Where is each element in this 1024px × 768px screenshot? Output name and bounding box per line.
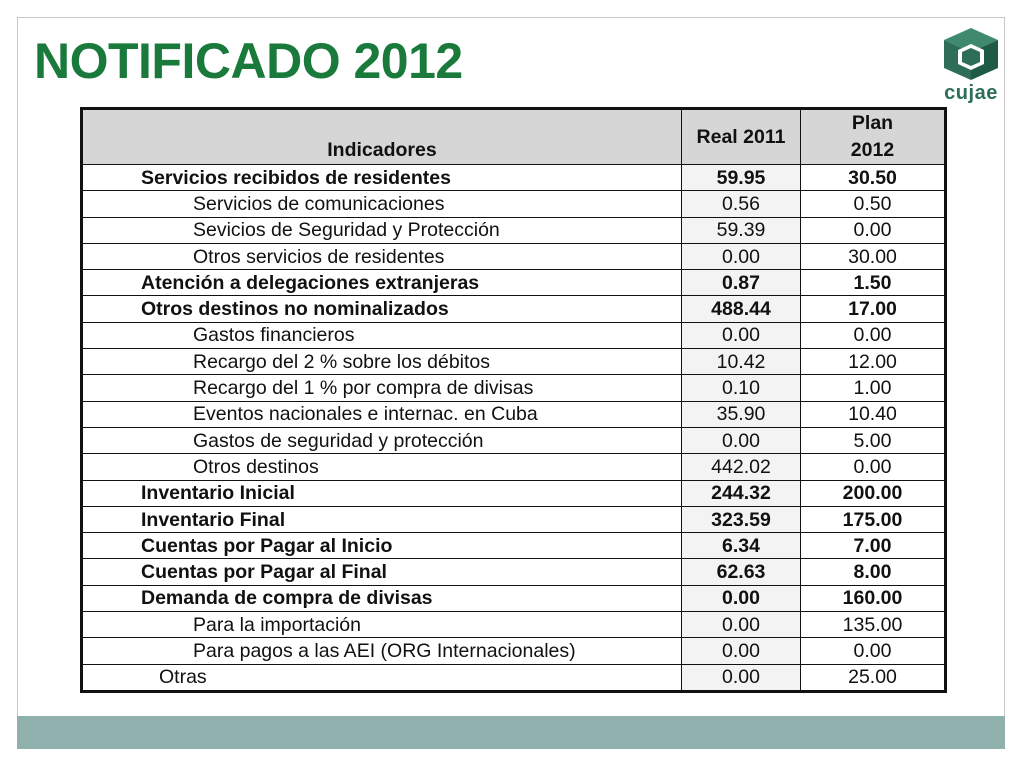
table-row: [82, 506, 946, 532]
row-real-2011: 0.00: [682, 585, 801, 611]
row-real-2011: 0.87: [682, 270, 801, 296]
header-plan-2012: [801, 109, 946, 165]
row-label: Sevicios de Seguridad y Protección: [82, 217, 682, 243]
table-row: [82, 191, 946, 217]
table-row: [82, 533, 946, 559]
header-indicadores: Indicadores: [82, 109, 682, 165]
row-real-2011: 59.39: [682, 217, 801, 243]
table-row: [82, 243, 946, 269]
table-row: [82, 612, 946, 638]
header-plan-line1: Plan: [851, 112, 894, 134]
row-label: Atención a delegaciones extranjeras: [82, 270, 682, 296]
indicators-table-wrap: [80, 107, 944, 693]
row-plan-2012: 8.00: [801, 559, 946, 585]
logo-text: cujae: [944, 82, 998, 104]
table-row: [82, 322, 946, 348]
row-plan-2012: 17.00: [801, 296, 946, 322]
row-label: Otros servicios de residentes: [82, 243, 682, 269]
table-row: [82, 349, 946, 375]
row-real-2011: 244.32: [682, 480, 801, 506]
table-row: [82, 401, 946, 427]
row-plan-2012: 135.00: [801, 612, 946, 638]
table-row: [82, 585, 946, 611]
table-row: [82, 427, 946, 453]
row-real-2011: 0.00: [682, 612, 801, 638]
table-row: [82, 454, 946, 480]
header-plan-line2: 2012: [850, 139, 895, 161]
row-label: Otros destinos no nominalizados: [82, 296, 682, 322]
row-plan-2012: 25.00: [801, 664, 946, 691]
table-row: [82, 296, 946, 322]
row-label: Recargo del 1 % por compra de divisas: [82, 375, 682, 401]
row-label: Cuentas por Pagar al Final: [82, 559, 682, 585]
row-real-2011: 0.00: [682, 638, 801, 664]
row-real-2011: 59.95: [682, 165, 801, 191]
row-plan-2012: 1.00: [801, 375, 946, 401]
row-plan-2012: 1.50: [801, 270, 946, 296]
slide-title: NOTIFICADO 2012: [34, 33, 463, 89]
row-label: Gastos financieros: [82, 322, 682, 348]
table-row: [82, 559, 946, 585]
row-real-2011: 0.00: [682, 664, 801, 691]
cube-logo-icon: [938, 26, 1004, 82]
bottom-band: [17, 716, 1005, 749]
row-real-2011: 323.59: [682, 506, 801, 532]
row-label: Servicios de comunicaciones: [82, 191, 682, 217]
row-label: Otros destinos: [82, 454, 682, 480]
row-real-2011: 35.90: [682, 401, 801, 427]
row-label: Para la importación: [82, 612, 682, 638]
header-real-2011: Real 2011: [682, 109, 801, 165]
indicators-table: [80, 107, 947, 693]
row-plan-2012: 175.00: [801, 506, 946, 532]
row-label: Cuentas por Pagar al Inicio: [82, 533, 682, 559]
table-row: [82, 217, 946, 243]
row-label: Gastos de seguridad y protección: [82, 427, 682, 453]
row-real-2011: 0.00: [682, 243, 801, 269]
row-plan-2012: 160.00: [801, 585, 946, 611]
table-row: [82, 664, 946, 691]
row-label: Demanda de compra de divisas: [82, 585, 682, 611]
row-plan-2012: 12.00: [801, 349, 946, 375]
row-real-2011: 0.00: [682, 322, 801, 348]
table-row: [82, 165, 946, 191]
row-real-2011: 10.42: [682, 349, 801, 375]
row-label: Eventos nacionales e internac. en Cuba: [82, 401, 682, 427]
row-plan-2012: 0.00: [801, 217, 946, 243]
row-label: Recargo del 2 % sobre los débitos: [82, 349, 682, 375]
row-real-2011: 0.10: [682, 375, 801, 401]
row-label: Inventario Inicial: [82, 480, 682, 506]
row-plan-2012: 0.00: [801, 454, 946, 480]
row-real-2011: 0.56: [682, 191, 801, 217]
row-real-2011: 0.00: [682, 427, 801, 453]
table-body: [82, 165, 946, 692]
row-real-2011: 6.34: [682, 533, 801, 559]
row-label: Otras: [82, 664, 682, 691]
row-real-2011: 488.44: [682, 296, 801, 322]
table-row: [82, 270, 946, 296]
table-row: [82, 480, 946, 506]
row-label: Inventario Final: [82, 506, 682, 532]
row-plan-2012: 0.50: [801, 191, 946, 217]
table-header-row: [82, 109, 946, 165]
row-plan-2012: 0.00: [801, 638, 946, 664]
row-real-2011: 442.02: [682, 454, 801, 480]
row-plan-2012: 7.00: [801, 533, 946, 559]
row-plan-2012: 200.00: [801, 480, 946, 506]
row-plan-2012: 5.00: [801, 427, 946, 453]
table-row: [82, 638, 946, 664]
row-plan-2012: 10.40: [801, 401, 946, 427]
table-row: [82, 375, 946, 401]
row-real-2011: 62.63: [682, 559, 801, 585]
cujae-logo: [938, 26, 1004, 104]
row-plan-2012: 30.50: [801, 165, 946, 191]
row-label: Servicios recibidos de residentes: [82, 165, 682, 191]
row-plan-2012: 0.00: [801, 322, 946, 348]
row-plan-2012: 30.00: [801, 243, 946, 269]
row-label: Para pagos a las AEI (ORG Internacionales): [82, 638, 682, 664]
